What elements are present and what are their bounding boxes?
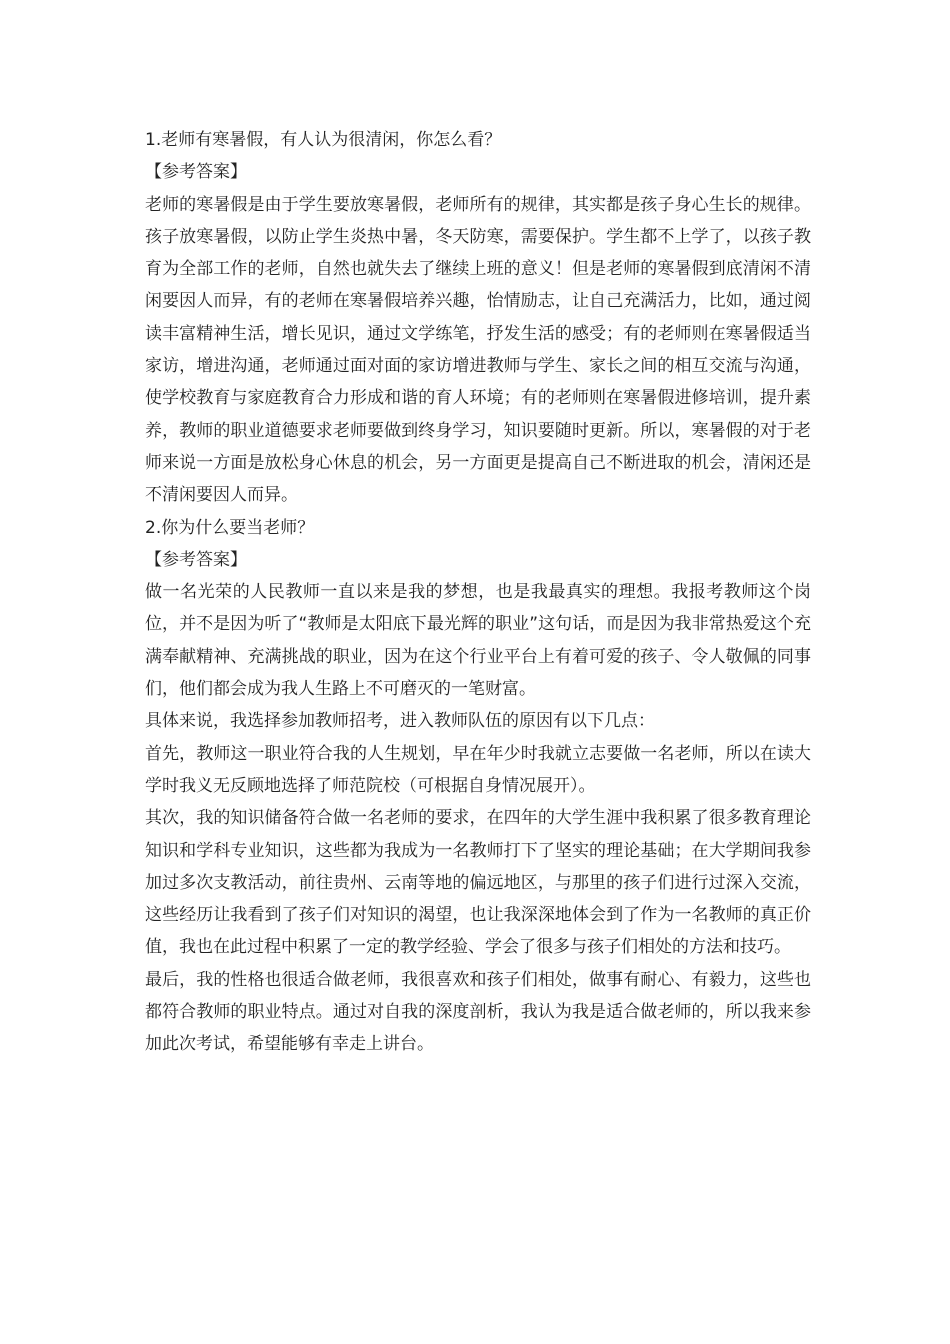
document-body — [145, 124, 811, 1061]
answer-label-1: 【参考答案】 — [145, 162, 247, 183]
question-2: 2.你为什么要当老师？ — [145, 517, 315, 538]
answer-2-paragraph-1: 做一名光荣的人民教师一直以来是我的梦想，也是我最真实的理想。我报考教师这个岗位，并不是因为听了“教师是太阳底下最光辉的职业”这句话，而是因为我非常热爱这个充满奉献精神、充满挑战的职业，因为在这个行业平台上有着可爱的孩子、令人敬佩的同事们，他们都会成为我人生路上不可磨灭的一笔财富。 — [145, 582, 811, 700]
answer-2-paragraph-2: 具体来说，我选择参加教师招考，进入教师队伍的原因有以下几点： — [145, 711, 655, 732]
answer-1-paragraph-1: 老师的寒暑假是由于学生要放寒暑假，老师所有的规律，其实都是孩子身心生长的规律。孩子放寒暑假，以防止学生炎热中暑，冬天防寒，需要保护。学生都不上学了，以孩子教育为全部工作的老师，自然也就失去了继续上班的意义！但是老师的寒暑假到底清闲不清闲要因人而异，有的老师在寒暑假培养兴趣，怡情励志，让自己充满活力，比如，通过阅读丰富精神生活，增长见识，通过文学练笔，抒发生活的感受；有的老师则在寒暑假适当家访，增进沟通，老师通过面对面的家访增进教师与学生、家长之间的相互交流与沟通，使学校教育与家庭教育合力形成和谐的育人环境；有的老师则在寒暑假进修培训，提升素养，教师的职业道德要求老师要做到终身学习，知识要随时更新。所以，寒暑假的对于老师来说一方面是放松身心休息的机会，另一方面更是提高自己不断进取的机会，清闲还是不清闲要因人而异。 — [145, 194, 811, 506]
answer-2-paragraph-3: 首先，教师这一职业符合我的人生规划，早在年少时我就立志要做一名老师，所以在读大学时我义无反顾地选择了师范院校（可根据自身情况展开）。 — [145, 743, 811, 796]
answer-label-2: 【参考答案】 — [145, 549, 247, 570]
question-1: 1.老师有寒暑假，有人认为很清闲，你怎么看？ — [145, 130, 502, 150]
answer-2-paragraph-4: 其次，我的知识储备符合做一名老师的要求，在四年的大学生涯中我积累了很多教育理论知识和学科专业知识，这些都为我成为一名教师打下了坚实的理论基础；在大学期间我参加过多次支教活动，前往贵州、云南等地的偏远地区，与那里的孩子们进行过深入交流，这些经历让我看到了孩子们对知识的渴望，也让我深深地体会到了作为一名教师的真正价值，我也在此过程中积累了一定的教学经验、学会了很多与孩子们相处的方法和技巧。 — [145, 808, 811, 958]
answer-2-paragraph-5: 最后，我的性格也很适合做老师，我很喜欢和孩子们相处，做事有耐心、有毅力，这些也都符合教师的职业特点。通过对自我的深度剖析，我认为我是适合做老师的，所以我来参加此次考试，希望能够有幸走上讲台。 — [145, 969, 811, 1055]
